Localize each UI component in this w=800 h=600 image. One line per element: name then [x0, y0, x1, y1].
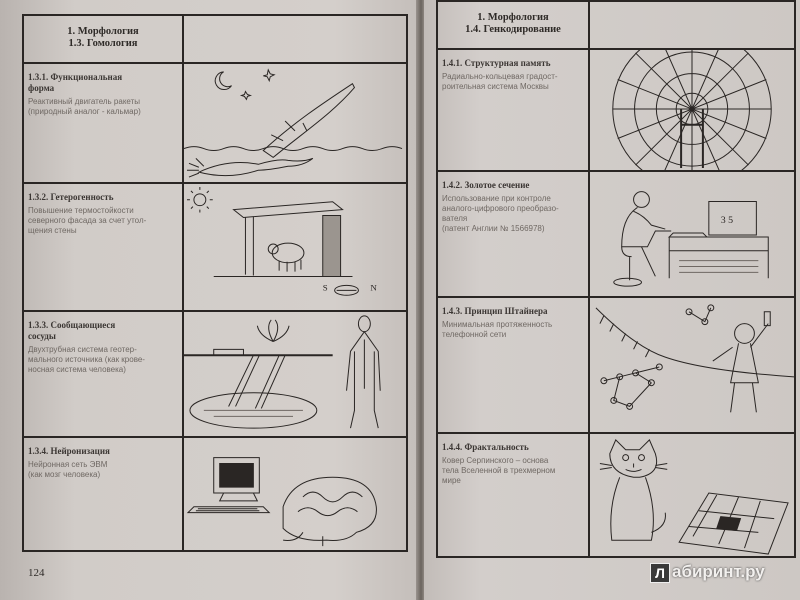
brain-icon [283, 477, 376, 540]
cat-body-icon [611, 477, 654, 540]
table-row [437, 297, 795, 433]
row-desc: Ковер Серпинского – основа [442, 456, 549, 465]
operator-head-icon [634, 192, 650, 208]
row-title: 1.3.2. Гетерогенность [28, 192, 114, 202]
human-body-icon [358, 316, 370, 332]
phone-handset-icon [764, 312, 770, 326]
row-desc-cont: (как мозг человека) [28, 470, 101, 479]
row-title: 1.4.4. Фрактальность [442, 442, 529, 452]
page-number: 124 [28, 567, 45, 579]
left-table [22, 14, 408, 552]
right-header-row [437, 1, 795, 49]
labirint-watermark [650, 562, 765, 583]
left-header-row [23, 15, 407, 63]
operator-console-illustration [589, 171, 795, 297]
compass-n-label: N [370, 282, 377, 293]
compass-s-label: S [322, 282, 328, 293]
left-header-line1: 1. Морфология [67, 26, 139, 37]
row-title: 1.4.3. Принцип Штайнера [442, 306, 548, 316]
row-desc: Минимальная протяженность [442, 320, 553, 329]
row-desc: Радиально-кольцевая градост- [442, 72, 558, 81]
row-desc: Двухтрубная система геотер- [28, 345, 137, 354]
row-desc-cont: (природный аналог - кальмар) [28, 107, 141, 116]
row-desc: Повышение термостойкости [28, 206, 134, 215]
geothermal-illustration [183, 311, 407, 437]
sheep-shelter-illustration [183, 183, 407, 311]
row-desc-cont: роительная система Москвы [442, 82, 549, 91]
row-desc: Нейронная сеть ЭВМ [28, 460, 108, 469]
table-row [23, 183, 407, 311]
row-title: 1.3.3. Сообщающиеся [28, 320, 116, 330]
table-row [437, 171, 795, 297]
phone-network-illustration [589, 297, 795, 433]
row-desc-cont: северного фасада за счет утол- [28, 216, 147, 225]
row-desc-cont: носная система человека) [28, 365, 126, 374]
watermark-logo-box: Л [650, 563, 670, 583]
row-desc: Реактивный двигатель ракеты [28, 97, 141, 106]
row-title-cont: сосуды [28, 331, 56, 341]
moon-icon [215, 72, 231, 90]
right-header-line1: 1. Морфология [477, 12, 549, 23]
rocket-squid-illustration [183, 63, 407, 183]
keyboard-icon [188, 507, 269, 513]
cat-sierpinski-illustration [589, 433, 795, 557]
row-title: 1.4.1. Структурная память [442, 58, 551, 68]
row-desc-cont: аналого-цифрового преобразо- [442, 204, 559, 213]
left-header-cell [23, 15, 183, 63]
computer-brain-illustration [183, 437, 407, 551]
brick-wall-icon [323, 216, 341, 277]
squid-icon [199, 158, 313, 175]
display-readout: 3 5 [720, 215, 734, 227]
row-title: 1.3.4. Нейронизация [28, 446, 110, 456]
watermark-text: абиринт.ру [672, 562, 765, 581]
sun-icon [194, 194, 206, 206]
row-desc-cont: мального источника (как крове- [28, 355, 145, 364]
table-row [23, 437, 407, 551]
star-icon [263, 70, 274, 81]
right-table [436, 0, 796, 558]
table-row [23, 63, 407, 183]
network-nodes-icon [601, 305, 714, 409]
table-row [437, 433, 795, 557]
rocket-icon [263, 84, 354, 158]
row-desc-cont: вателя [442, 214, 468, 223]
row-title: 1.4.2. Золотое сечение [442, 180, 530, 190]
row-title-cont: форма [28, 83, 55, 93]
right-page [424, 0, 800, 600]
row-desc-cont: мире [442, 476, 461, 485]
row-desc-cont: щения стены [28, 226, 77, 235]
fountain-icon [257, 320, 289, 342]
table-row [23, 311, 407, 437]
row-desc: Использование при контроле [442, 194, 551, 203]
man-with-phone-icon [735, 324, 755, 344]
left-header-line2: 1.3. Гомология [68, 38, 138, 49]
dome-structure-illustration [589, 49, 795, 171]
left-header-empty [183, 15, 407, 63]
right-header-cell [437, 1, 589, 49]
table-row [437, 49, 795, 171]
star-icon [241, 92, 250, 100]
row-desc-cont: телефонной сети [442, 330, 507, 339]
row-desc-cont: тела Вселенной в трехмерном [442, 466, 556, 475]
row-desc-cont: (патент Англии № 1566978) [442, 224, 545, 233]
right-header-empty [589, 1, 795, 49]
row-title: 1.3.1. Функциональная [28, 72, 123, 82]
right-header-line2: 1.4. Генкодирование [465, 24, 561, 35]
